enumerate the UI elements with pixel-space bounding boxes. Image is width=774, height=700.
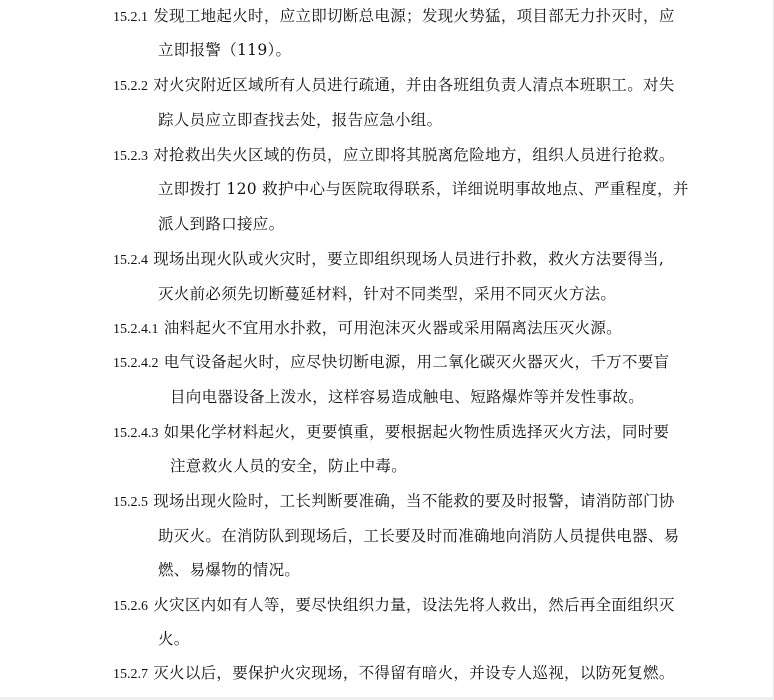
section-number: 15.2.1 [113,10,148,25]
paragraph-line [158,214,284,234]
section-text: 对抢救出失火区域的伤员，应立即将其脱离危险地方，组织人员进行抢救。 [153,146,675,164]
section-text: 燃、易爆物的情况。 [158,561,301,579]
paragraph-line [158,629,190,649]
section-number: 15.2.4.1 [113,322,159,337]
paragraph-line [113,249,664,271]
section-text: 如果化学材料起火，更要慎重，要根据起火物性质选择灭火方法，同时要 [163,423,670,441]
paragraph-line [158,526,679,546]
paragraph-line [113,145,675,167]
section-number: 15.2.4.2 [113,356,159,371]
section-text: 助灭火。在消防队到现场后，工长要及时而准确地向消防人员提供电器、易 [158,527,680,545]
paragraph-line [158,560,300,580]
section-number: 15.2.3 [113,149,148,164]
section-text: 电气设备起火时，应尽快切断电源，用二氧化碳灭火器灭火，千万不要盲 [163,353,670,371]
section-text: 火灾区内如有人等，要尽快组织力量，设法先将人救出，然后再全面组织灭 [153,596,675,614]
section-text: 派人到路口接应。 [158,215,285,233]
section-text: 现场出现火险时，工长判断要准确，当不能救的要及时报警，请消防部门协 [153,492,675,510]
paragraph-line [113,595,675,617]
section-text: 现场出现火队或火灾时，要立即组织现场人员进行扑救，救火方法要得当, [153,250,665,268]
paragraph-line [113,75,675,97]
paragraph-line [113,491,675,513]
section-text: 火。 [158,630,190,648]
section-text: 灭火以后，要保护火灾现场，不得留有暗火，并设专人巡视，以防死复燃。 [153,664,675,682]
section-text: 灭火前必须先切断蔓延材料，针对不同类型，采用不同灭火方法。 [158,285,617,303]
section-text: 立即报警（119）。 [158,41,292,59]
section-text: 立即拨打 120 救护中心与医院取得联系，详细说明事故地点、严重程度，并 [158,180,689,198]
section-text: 对火灾附近区域所有人员进行疏通，并由各班组负责人清点本班职工。对失 [153,76,675,94]
paragraph-line [113,6,675,28]
section-text: 发现工地起火时，应立即切断总电源；发现火势猛，项目部无力扑灭时，应 [153,7,675,25]
section-text: 踪人员应立即查找去处，报告应急小组。 [158,111,443,129]
paragraph-line [170,456,407,476]
section-number: 15.2.4.3 [113,426,159,441]
section-number: 15.2.5 [113,495,148,510]
section-text: 注意救火人员的安全，防止中毒。 [170,457,408,475]
paragraph-line [113,663,675,685]
paragraph-line [113,422,669,444]
paragraph-line [170,387,644,407]
section-number: 15.2.2 [113,79,148,94]
paragraph-line [158,40,291,60]
paragraph-line [113,352,669,374]
paragraph-line [158,110,442,130]
section-text: 油料起火不宜用水扑救，可用泡沫灭火器或采用隔离法压灭火源。 [163,319,622,337]
section-number: 15.2.4 [113,253,148,268]
section-text: 目向电器设备上泼水，这样容易造成触电、短路爆炸等并发性事故。 [170,388,645,406]
section-number: 15.2.6 [113,599,148,614]
paragraph-line [113,318,622,340]
paragraph-line [158,284,616,304]
section-number: 15.2.7 [113,667,148,682]
paragraph-line [158,179,689,199]
